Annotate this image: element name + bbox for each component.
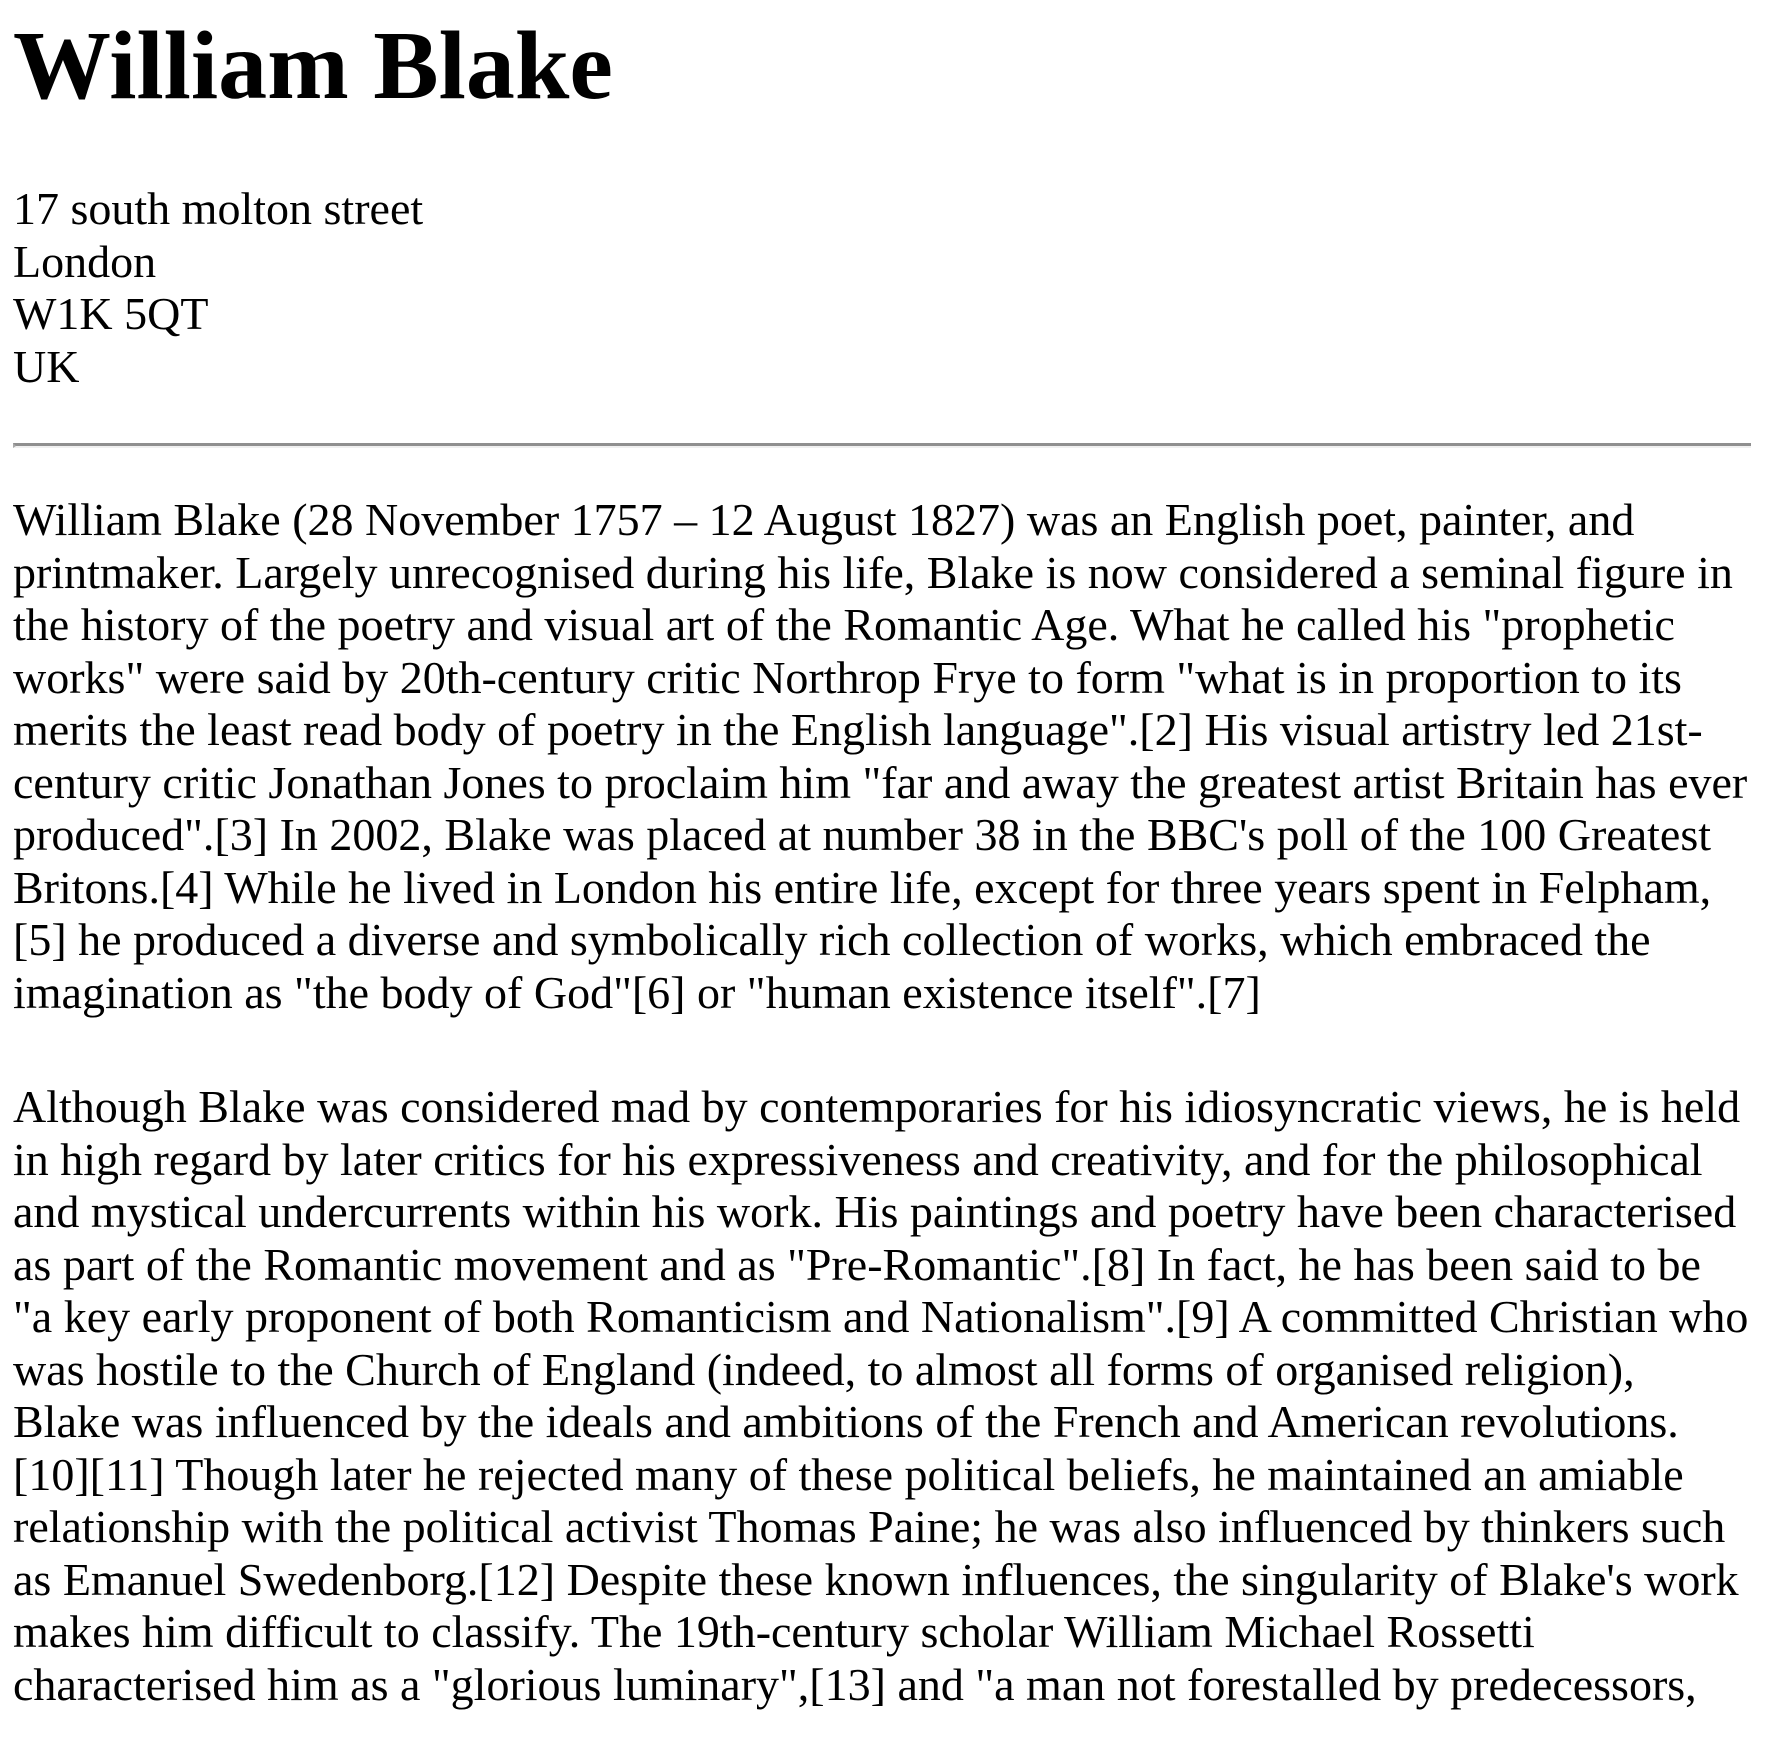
address-line-city: London (13, 235, 157, 287)
intro-paragraph: William Blake (28 November 1757 – 12 August 1827) was an English poet, painter, and printmaker. Largely unrecognised during his life, Blake is now considered a seminal figure in the history of the poetry and visual art of the Romantic Age. What he called his "prophetic works" were said by 20th-century critic Northrop Frye to form "what is in proportion to its merits the least read body of poetry in the English language".[2] His visual artistry led 21st-century critic Jonathan Jones to proclaim him "far and away the greatest artist Britain has ever produced".[3] In 2002, Blake was placed at number 38 in the BBC's poll of the 100 Greatest Britons.[4] While he lived in London his entire life, except for three years spent in Felpham,[5] he produced a diverse and symbolically rich collection of works, which embraced the imagination as "the body of God"[6] or "human existence itself".[7] (13, 494, 1748, 1018)
address-block (13, 183, 1751, 393)
document-page (13, 10, 1751, 1711)
address-line-street: 17 south molton street (13, 183, 424, 234)
address-line-postcode: W1K 5QT (13, 288, 209, 339)
page-title: William Blake (13, 12, 613, 120)
divider-rule (13, 443, 1751, 448)
address-line-country: UK (13, 340, 80, 392)
criticism-paragraph: Although Blake was considered mad by contemporaries for his idiosyncratic views, he is held in high regard by later critics for his expressiveness and creativity, and for the philosophical and mystical undercurrents within his work. His paintings and poetry have been characterised as part of the Romantic movement and as "Pre-Romantic".[8] In fact, he has been said to be "a key early proponent of both Romanticism and Nationalism".[9] A committed Christian who was hostile to the Church of England (indeed, to almost all forms of organised religion), Blake was influenced by the ideals and ambitions of the French and American revolutions.[10][11] Though later he rejected many of these political beliefs, he maintained an amiable relationship with the political activist Thomas Paine; he was also influenced by thinkers such as Emanuel Swedenborg.[12] Despite these known influences, the singularity of Blake's work makes him difficult to classify. The 19th-century scholar William Michael Rossetti characterised him as a "glorious luminary",[13] and "a man not forestalled by predecessors, (13, 1081, 1749, 1710)
